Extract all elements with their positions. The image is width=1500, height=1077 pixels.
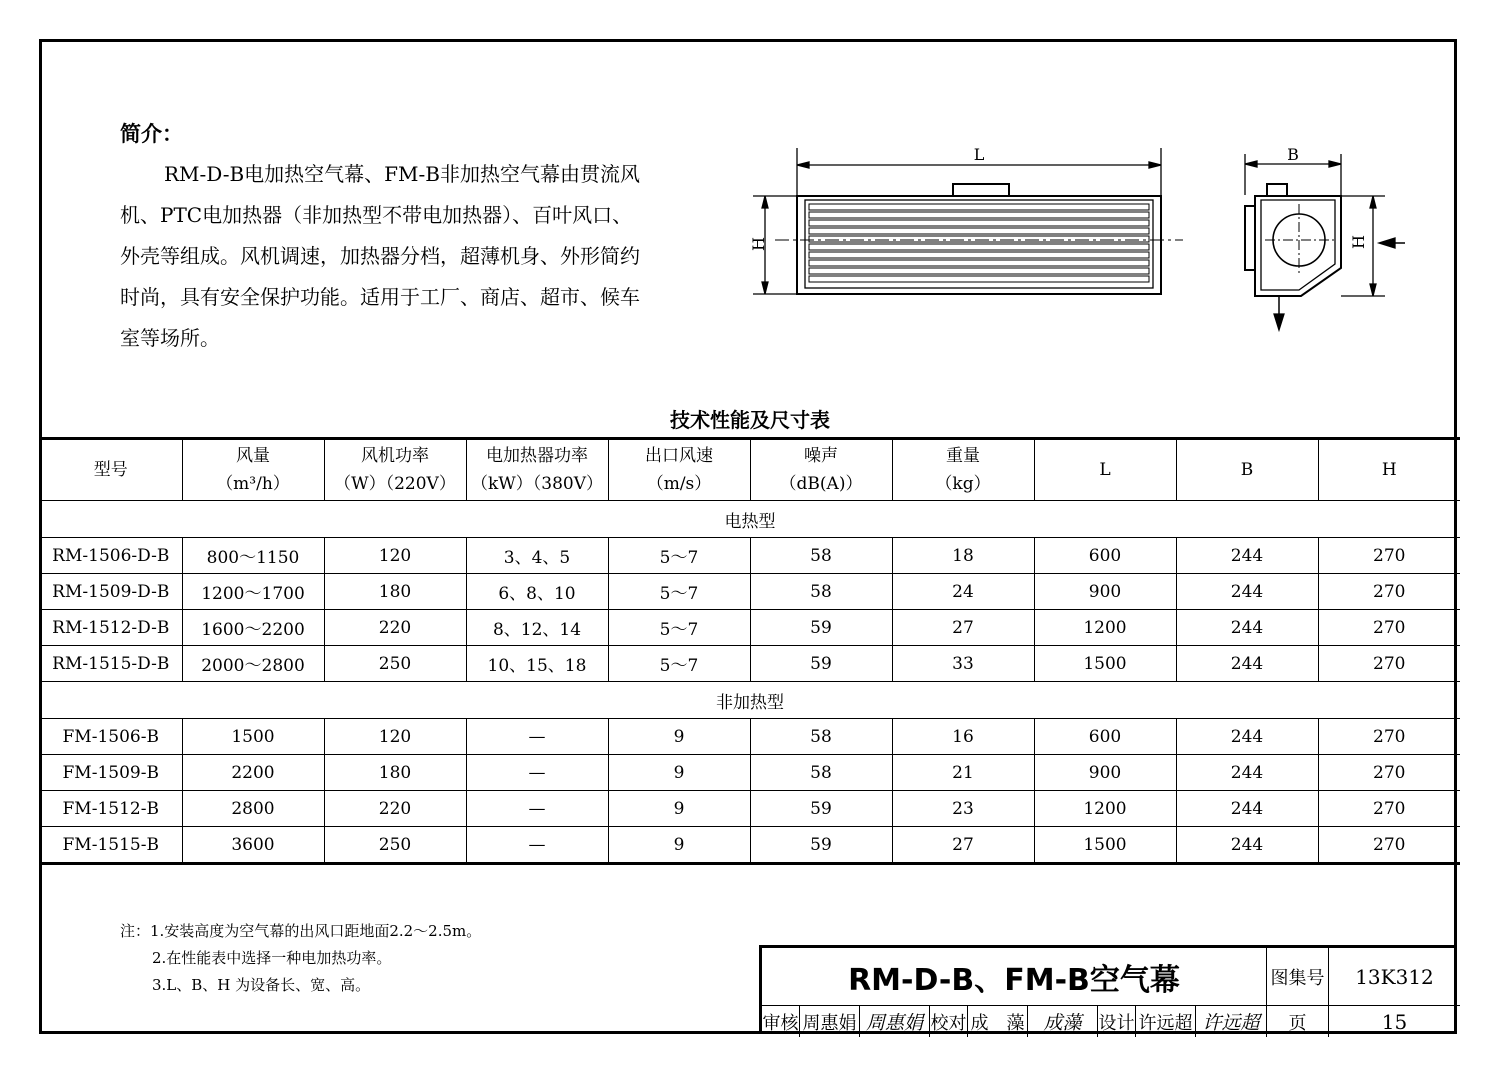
side-view: [1245, 154, 1405, 330]
table-cell: 59: [750, 791, 892, 827]
table-cell: 270: [1318, 538, 1460, 574]
table-cell: 120: [324, 719, 466, 755]
table-cell: 27: [892, 827, 1034, 864]
column-header: [40, 439, 182, 501]
table-row: [40, 827, 1460, 864]
table-cell: 1200: [1034, 610, 1176, 646]
column-header: [750, 439, 892, 501]
spec-table: [40, 437, 1460, 865]
table-cell: FM-1506-B: [40, 719, 182, 755]
table-cell: 5～7: [608, 646, 750, 682]
page-label: 页: [1267, 1006, 1329, 1037]
table-cell: 58: [750, 755, 892, 791]
table-cell: 220: [324, 610, 466, 646]
table-cell: —: [466, 755, 608, 791]
table-cell: 600: [1034, 719, 1176, 755]
table-cell: 59: [750, 827, 892, 864]
table-row: [40, 538, 1460, 574]
table-cell: 1200～1700: [182, 574, 324, 610]
table-cell: 270: [1318, 646, 1460, 682]
table-cell: 180: [324, 574, 466, 610]
table-title: 技术性能及尺寸表: [670, 408, 830, 432]
table-cell: 2800: [182, 791, 324, 827]
table-cell: 58: [750, 574, 892, 610]
table-cell: 1600～2200: [182, 610, 324, 646]
table-cell: 244: [1176, 719, 1318, 755]
table-cell: 600: [1034, 538, 1176, 574]
atlas-label: 图集号: [1267, 948, 1329, 1006]
column-header-unit: （m/s）: [646, 474, 712, 494]
table-row: [40, 755, 1460, 791]
table-cell: 6、8、10: [466, 574, 608, 610]
atlas-number: 13K312: [1329, 948, 1460, 1006]
column-header-unit: （kW）（380V）: [471, 474, 603, 494]
review-label: 审核: [762, 1006, 800, 1037]
table-cell: 270: [1318, 719, 1460, 755]
table-cell: RM-1509-D-B: [40, 574, 182, 610]
table-cell: —: [466, 827, 608, 864]
table-cell: RM-1506-D-B: [40, 538, 182, 574]
group-row: [40, 682, 1460, 719]
column-header-unit: （m³/h）: [216, 474, 290, 494]
table-cell: 16: [892, 719, 1034, 755]
table-cell: 270: [1318, 791, 1460, 827]
table-cell: FM-1509-B: [40, 755, 182, 791]
table-cell: 244: [1176, 610, 1318, 646]
designer-name: 许远超: [1136, 1006, 1196, 1037]
table-cell: 1500: [1034, 646, 1176, 682]
column-header: [1318, 439, 1460, 501]
table-cell: 27: [892, 610, 1034, 646]
table-cell: 1200: [1034, 791, 1176, 827]
table-cell: 5～7: [608, 538, 750, 574]
table-cell: 270: [1318, 755, 1460, 791]
table-cell: 3600: [182, 827, 324, 864]
table-cell: 2000～2800: [182, 646, 324, 682]
column-header: [608, 439, 750, 501]
group-row: [40, 501, 1460, 538]
table-cell: 900: [1034, 755, 1176, 791]
side-width-label: B: [1287, 145, 1299, 164]
table-cell: FM-1512-B: [40, 791, 182, 827]
table-cell: 244: [1176, 646, 1318, 682]
column-header: [892, 439, 1034, 501]
table-cell: 58: [750, 719, 892, 755]
intro-text: RM-D-B电加热空气幕、FM-B非加热空气幕由贯流风机、PTC电加热器（非加热型不带电加热器）、百叶风口、外壳等组成。风机调速，加热器分档，超薄机身、外形简约时尚，具有安全保护功能。适用于工厂、商店、超市、候车室等场所。: [120, 162, 640, 350]
table-cell: 800～1150: [182, 538, 324, 574]
spec-table-header: [40, 439, 1460, 501]
intro-title: 简介：: [120, 122, 183, 146]
table-cell: 59: [750, 610, 892, 646]
notes: [120, 918, 481, 999]
table-cell: 33: [892, 646, 1034, 682]
front-length-label: L: [973, 145, 985, 164]
column-header-label: 型号: [93, 460, 128, 480]
table-cell: 270: [1318, 574, 1460, 610]
column-header-label: B: [1240, 460, 1254, 480]
table-cell: 10、15、18: [466, 646, 608, 682]
table-cell: 244: [1176, 827, 1318, 864]
column-header: [1034, 439, 1176, 501]
column-header-label: 出口风速: [645, 446, 713, 466]
table-cell: 58: [750, 538, 892, 574]
table-cell: 21: [892, 755, 1034, 791]
table-cell: 250: [324, 646, 466, 682]
title-block: [759, 945, 1457, 1034]
design-label: 设计: [1098, 1006, 1136, 1037]
column-header: [1176, 439, 1318, 501]
column-header-label: 重量: [946, 446, 980, 466]
table-cell: —: [466, 719, 608, 755]
table-row: [40, 719, 1460, 755]
table-cell: 900: [1034, 574, 1176, 610]
spec-table-body: [40, 501, 1460, 864]
air-curtain-drawings: [745, 140, 1445, 340]
table-cell: 250: [324, 827, 466, 864]
column-header-label: 电加热器功率: [486, 446, 588, 466]
column-header: [324, 439, 466, 501]
designer-signature: 许远超: [1196, 1006, 1267, 1037]
table-cell: 244: [1176, 538, 1318, 574]
note-1: 注：1.安装高度为空气幕的出风口距地面2.2～2.5m。: [120, 922, 482, 940]
table-cell: RM-1515-D-B: [40, 646, 182, 682]
table-cell: 1500: [182, 719, 324, 755]
group-label: 电热型: [40, 501, 1460, 538]
table-cell: 270: [1318, 610, 1460, 646]
checker-signature: 成藻: [1028, 1006, 1098, 1037]
column-header-label: 风量: [236, 446, 270, 466]
table-cell: 9: [608, 791, 750, 827]
front-height-label: H: [749, 237, 768, 251]
checker-name: 成 藻: [968, 1006, 1028, 1037]
table-cell: 120: [324, 538, 466, 574]
column-header-unit: （W）（220V）: [334, 474, 456, 494]
column-header: [182, 439, 324, 501]
column-header: [466, 439, 608, 501]
table-cell: 9: [608, 719, 750, 755]
table-cell: 24: [892, 574, 1034, 610]
column-header-label: 风机功率: [361, 446, 429, 466]
group-label: 非加热型: [40, 682, 1460, 719]
column-header-label: L: [1099, 460, 1111, 480]
table-cell: 8、12、14: [466, 610, 608, 646]
table-cell: 244: [1176, 755, 1318, 791]
side-height-label: H: [1349, 235, 1368, 249]
column-header-unit: （kg）: [935, 474, 991, 494]
table-cell: 220: [324, 791, 466, 827]
table-cell: 9: [608, 755, 750, 791]
front-view: [753, 148, 1183, 294]
table-cell: 5～7: [608, 610, 750, 646]
table-cell: —: [466, 791, 608, 827]
column-header-label: 噪声: [804, 446, 838, 466]
page-number: 15: [1381, 1009, 1408, 1034]
table-row: [40, 791, 1460, 827]
table-cell: 244: [1176, 574, 1318, 610]
note-3: 3.L、B、H 为设备长、宽、高。: [152, 976, 371, 994]
table-cell: 180: [324, 755, 466, 791]
table-cell: 1500: [1034, 827, 1176, 864]
table-row: [40, 574, 1460, 610]
drawing-name: RM-D-B、FM-B空气幕: [762, 948, 1267, 1006]
table-row: [40, 646, 1460, 682]
column-header-unit: （dB(A)）: [779, 474, 863, 494]
table-cell: 3、4、5: [466, 538, 608, 574]
reviewer-name: 周惠娟: [800, 1006, 860, 1037]
table-cell: 59: [750, 646, 892, 682]
table-cell: 9: [608, 827, 750, 864]
table-cell: RM-1512-D-B: [40, 610, 182, 646]
table-row: [40, 610, 1460, 646]
table-cell: 244: [1176, 791, 1318, 827]
table-cell: 23: [892, 791, 1034, 827]
table-cell: 2200: [182, 755, 324, 791]
check-label: 校对: [930, 1006, 968, 1037]
table-cell: 5～7: [608, 574, 750, 610]
table-cell: FM-1515-B: [40, 827, 182, 864]
reviewer-signature: 周惠娟: [860, 1006, 930, 1037]
table-cell: 18: [892, 538, 1034, 574]
table-cell: 270: [1318, 827, 1460, 864]
column-header-label: H: [1381, 460, 1397, 480]
note-2: 2.在性能表中选择一种电加热功率。: [152, 949, 392, 967]
